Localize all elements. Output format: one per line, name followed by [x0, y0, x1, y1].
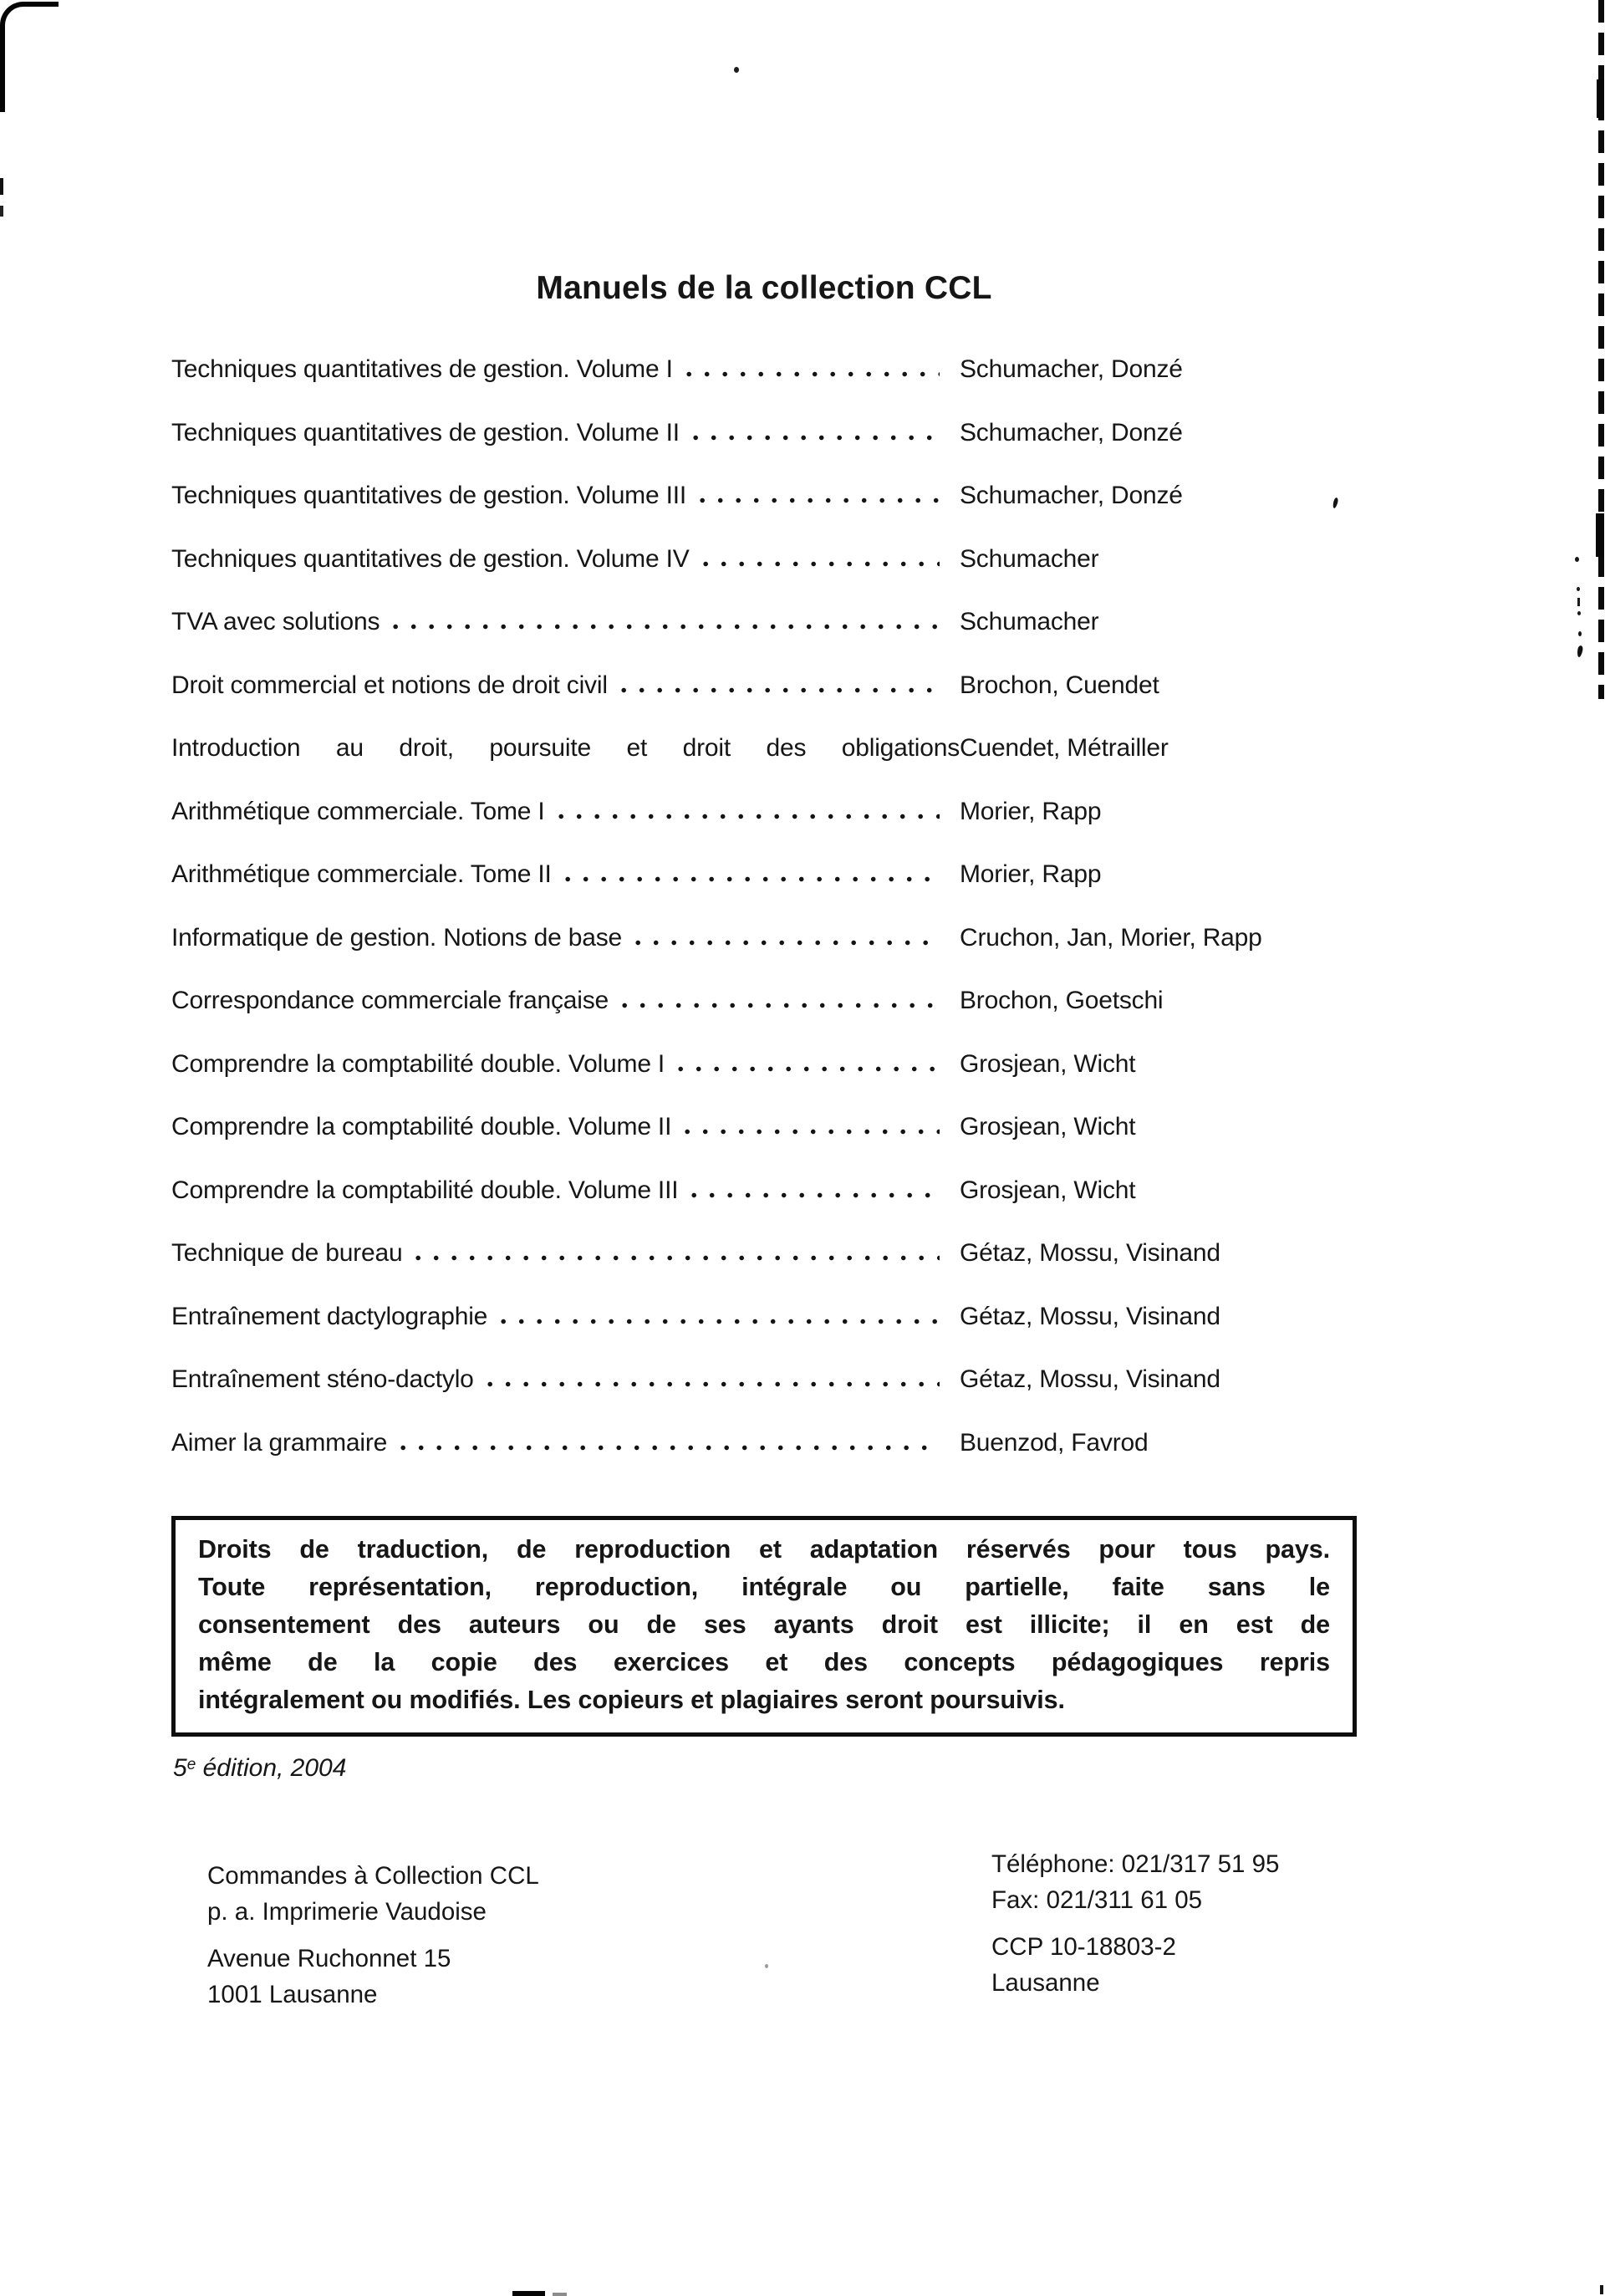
book-row-left [171, 1430, 960, 1457]
edition-number: 5 [173, 1754, 187, 1782]
book-title: Techniques quantitatives de gestion. Volume IV [171, 544, 690, 573]
book-row-left [171, 1366, 960, 1393]
book-list [171, 356, 1357, 1492]
book-row [171, 609, 1357, 635]
dot-leader [393, 622, 940, 631]
book-authors: Gétaz, Mossu, Visinand [960, 1239, 1220, 1267]
scan-artifact-speck [1578, 631, 1582, 636]
book-title: Arithmétique commerciale. Tome I [171, 797, 545, 825]
contact-line: Commandes à Collection CCL [207, 1862, 539, 1890]
book-authors: Schumacher [960, 608, 1099, 635]
book-row-left [171, 1240, 960, 1267]
book-row-left [171, 672, 960, 699]
book-title: Correspondance commerciale française [171, 987, 609, 1014]
contact-line: Fax: 021/311 61 05 [991, 1886, 1203, 1914]
book-row [171, 1114, 1357, 1140]
contact-line: Téléphone: 021/317 51 95 [991, 1850, 1280, 1878]
book-row [171, 1366, 1357, 1393]
phone-fax [991, 1846, 1279, 1918]
dot-leader [693, 433, 940, 442]
book-authors: Grosjean, Wicht [960, 1176, 1136, 1204]
book-row-left [171, 861, 960, 888]
contact-line: 1001 Lausanne [207, 1981, 378, 2008]
scan-artifact-speck [1577, 598, 1580, 606]
book-title: Arithmétique commerciale. Tome II [171, 860, 552, 888]
dot-leader [635, 938, 940, 947]
scan-artifact-speck [1577, 645, 1583, 658]
edition-note [173, 1754, 346, 1783]
dot-leader [703, 559, 940, 569]
dot-leader [700, 496, 940, 505]
scan-artifact-speck [765, 1964, 768, 1968]
book-title: Techniques quantitatives de gestion. Volume II [171, 418, 680, 446]
book-authors: Gétaz, Mossu, Visinand [960, 1365, 1220, 1393]
copyright-line: Droits de traduction, de reproduction et adaptation réservés pour tous pays. [198, 1535, 1330, 1564]
book-row [171, 798, 1357, 825]
book-title: Entraînement sténo-dactylo [171, 1365, 474, 1393]
dot-leader [622, 1001, 940, 1010]
contact-line: Avenue Ruchonnet 15 [207, 1945, 451, 1972]
dot-leader [686, 370, 940, 379]
book-row-left [171, 735, 960, 762]
copyright-line: consentement des auteurs ou de ses ayants droit est illicite; il en est de [198, 1610, 1330, 1639]
book-title: Introduction au droit, poursuite et droit des obligations [171, 734, 960, 762]
book-authors: Cruchon, Jan, Morier, Rapp [960, 923, 1262, 952]
scan-artifact-bottom-mark [1600, 2285, 1603, 2294]
scan-artifact-bottom-mark [553, 2293, 567, 2296]
book-title: Comprendre la comptabilité double. Volume II [171, 1113, 672, 1140]
book-row [171, 861, 1357, 888]
book-title: Techniques quantitatives de gestion. Volume III [171, 482, 687, 509]
book-row-left [171, 420, 960, 446]
book-title: TVA avec solutions [171, 608, 380, 635]
edition-text: édition, 2004 [196, 1754, 347, 1782]
dot-leader [685, 1127, 940, 1136]
book-row-left [171, 1304, 960, 1330]
dot-leader [501, 1317, 940, 1326]
book-authors: Schumacher [960, 544, 1099, 573]
book-row-left [171, 609, 960, 635]
scan-artifact-speck [1577, 587, 1580, 591]
street-address [207, 1941, 539, 2013]
book-row [171, 420, 1357, 446]
dot-leader [400, 1443, 940, 1452]
ccp-account [991, 1929, 1279, 2001]
copyright-notice-box [171, 1516, 1357, 1737]
book-authors: Brochon, Goetschi [960, 987, 1164, 1014]
book-row [171, 1430, 1357, 1457]
book-authors: Grosjean, Wicht [960, 1049, 1136, 1078]
book-row [171, 1177, 1357, 1204]
scan-artifact-left-speck [0, 206, 3, 217]
book-title: Informatique de gestion. Notions de base [171, 923, 623, 952]
book-authors: Schumacher, Donzé [960, 482, 1183, 509]
book-row [171, 482, 1357, 509]
book-row-left [171, 925, 960, 952]
book-row-left [171, 482, 960, 509]
book-row-left [171, 546, 960, 573]
dot-leader [691, 1191, 940, 1200]
book-title: Techniques quantitatives de gestion. Volume I [171, 355, 673, 383]
dot-leader [487, 1380, 940, 1389]
scan-artifact-speck [1577, 611, 1581, 615]
book-row [171, 925, 1357, 952]
book-row-left [171, 1177, 960, 1204]
dot-leader [678, 1064, 940, 1074]
book-row [171, 672, 1357, 699]
book-row [171, 1240, 1357, 1267]
book-row-left [171, 1114, 960, 1140]
book-title: Droit commercial et notions de droit civil [171, 671, 608, 699]
scan-artifact-corner-border [0, 2, 59, 112]
contact-column-right [991, 1846, 1279, 2012]
copyright-line: même de la copie des exercices et des concepts pédagogiques repris [198, 1648, 1330, 1676]
copyright-line: intégralement ou modifiés. Les copieurs et plagiaires seront poursuivis. [198, 1686, 1065, 1714]
book-row-left [171, 987, 960, 1014]
scan-artifact-speck [1575, 557, 1579, 562]
book-authors: Grosjean, Wicht [960, 1113, 1136, 1140]
book-row [171, 1051, 1357, 1078]
dot-leader [565, 875, 940, 884]
book-authors: Buenzod, Favrod [960, 1428, 1149, 1457]
copyright-line: Toute représentation, reproduction, intégrale ou partielle, faite sans le [198, 1573, 1330, 1601]
scan-artifact-bottom-mark [512, 2291, 545, 2296]
book-authors: Morier, Rapp [960, 797, 1102, 825]
book-row [171, 987, 1357, 1014]
book-title: Entraînement dactylographie [171, 1302, 488, 1330]
book-row-left [171, 356, 960, 383]
contact-line: p. a. Imprimerie Vaudoise [207, 1898, 487, 1926]
book-row-left [171, 798, 960, 825]
scan-artifact-left-speck [0, 178, 3, 195]
book-row [171, 1304, 1357, 1330]
scan-artifact-right-edge [1596, 513, 1604, 557]
book-authors: Schumacher, Donzé [960, 418, 1183, 446]
scan-artifact-speck [734, 67, 739, 73]
contact-column-left [207, 1858, 539, 2023]
contact-line: Lausanne [991, 1969, 1100, 1997]
book-row [171, 546, 1357, 573]
dot-leader [415, 1253, 940, 1263]
edition-ordinal: e [186, 1756, 196, 1773]
dot-leader [621, 686, 940, 695]
book-title: Aimer la grammaire [171, 1428, 388, 1457]
contact-line: CCP 10-18803-2 [991, 1933, 1176, 1961]
book-row-left [171, 1051, 960, 1078]
book-authors: Morier, Rapp [960, 860, 1102, 888]
dot-leader [558, 812, 940, 821]
book-title: Technique de bureau [171, 1239, 403, 1267]
book-authors: Gétaz, Mossu, Visinand [960, 1302, 1220, 1330]
book-authors: Cuendet, Métrailler [960, 734, 1169, 762]
book-authors: Brochon, Cuendet [960, 671, 1159, 699]
book-authors: Schumacher, Donzé [960, 355, 1183, 383]
book-title: Comprendre la comptabilité double. Volume I [171, 1049, 665, 1078]
book-row [171, 735, 1357, 762]
order-address [207, 1858, 539, 1930]
scan-artifact-right-edge [1597, 79, 1604, 118]
book-row [171, 356, 1357, 383]
book-title: Comprendre la comptabilité double. Volume III [171, 1176, 679, 1204]
page-title: Manuels de la collection CCL [536, 270, 992, 307]
